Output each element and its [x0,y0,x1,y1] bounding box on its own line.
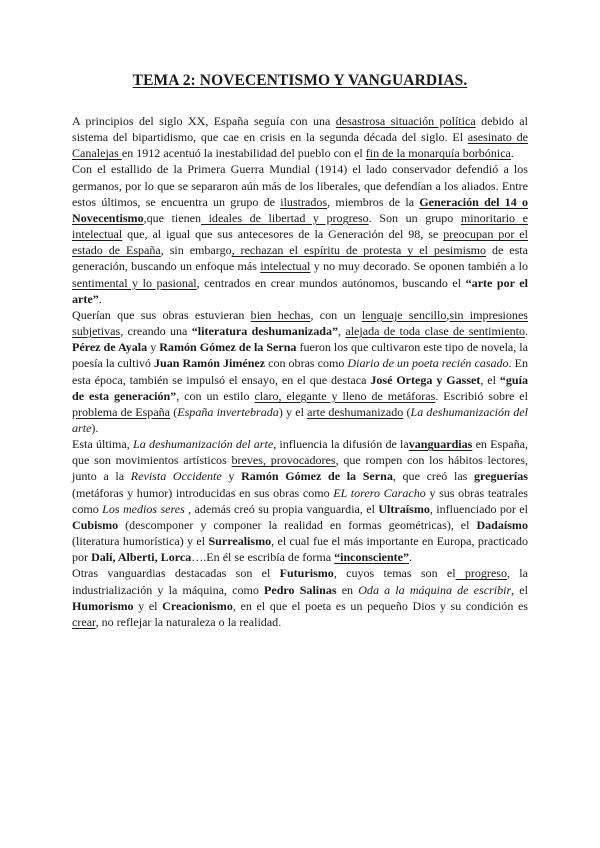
text: . [98,291,102,306]
text: , la industrialización y la máquina, como [72,566,528,597]
text: , [446,307,450,322]
text: y [221,469,242,484]
underlined-text: ilustrados [280,194,328,209]
text: , centrados en crear mundos autónomos, buscando el [196,275,466,290]
text: de esta generación, buscando un enfoque más [72,243,529,274]
text: . [524,324,528,339]
italic-text: Revista Occidente [130,469,222,484]
paragraph-1 [72,113,528,161]
bold-text: “arte por el arte” [72,275,528,306]
underlined-text: bien hechas [250,307,311,322]
text: , influencia la difusión de la [273,437,409,452]
underlined-text: minoritario e intelectual [72,210,528,242]
underlined-text: asesinato de Canalejas [72,130,528,161]
text: ( [170,404,178,419]
text: y [147,340,160,355]
document-title: TEMA 2: NOVECENTISMO Y VANGUARDIAS. [132,72,468,89]
text: . [510,146,514,161]
bold-text: Dadaísmo [476,517,528,532]
text: ,que tienen [143,210,202,225]
italic-text: Los medios seres [102,501,185,516]
bold-text: Pérez de Ayala [72,340,148,355]
text: Esta última, [72,437,133,452]
underlined-text: arte deshumanizado [307,404,404,419]
bold-text: José Ortega y Gasset [370,372,481,387]
text: , además creó su propia vanguardia, el [184,501,379,516]
text: ….En él se escribía de forma [191,550,335,565]
italic-text: España invertebrada [177,404,279,419]
underlined-text: breves, provocadores [231,453,336,468]
paragraph-3 [72,307,528,436]
italic-text: Oda a la máquina de escribir [358,582,512,597]
bold-text: Ramón Gómez de la Serna [159,340,297,355]
text: (descomponer y componer la realidad en formas geométricas), el [118,517,477,532]
underlined-text: lenguaje sencillo [361,307,447,322]
text: y el [133,598,163,613]
text: , miembros de la [327,194,420,209]
bold-text: Pedro Salinas [264,582,337,597]
text: en 1912 acentuó la inestabilidad del pueblo con el [121,146,366,161]
text: A principios del siglo XX, España seguía con una [72,114,336,128]
bold-text: Dalí, Alberti, Lorca [91,550,192,565]
text: , influenciado por el [429,501,528,516]
bold-text: Ultraísmo [378,501,430,516]
underlined-text: progreso [455,566,508,581]
text: , con un [310,307,362,322]
text: , el [480,372,500,387]
text: , en el que el poeta es un pequeño Dios y su condición es [232,598,528,613]
bold-text: Cubismo [72,517,119,532]
text: debido al sistema del bipartidismo, que cae en crisis en la segunda década del siglo. El [72,114,528,145]
text: Con el estallido de la Primera Guerra Mundial (1914) el lado conservador defendió a los germanos, por lo que se separaron aún más de los liberales, que defendían a los aliados. Entre estos últimos, se encuentra un grupo de [72,162,528,209]
underlined-text: intelectual [260,259,311,274]
document-body [72,113,528,630]
text: en [336,582,359,597]
italic-text: Diario de un poeta recién casado [347,356,509,371]
text: , [338,324,346,339]
bold-text: “guía de esta generación” [72,372,528,403]
text: , creando una [120,324,192,339]
underlined-text: crear [72,614,96,629]
underlined-text: preocupan por el estado de España [72,227,528,258]
text: , sin embargo [160,243,232,258]
bold-text: Futurismo [279,566,334,581]
text: , el cual fue el más importante en Europa, practicado por [72,534,528,565]
underlined-text: fin de la monarquía borbónica [365,146,511,161]
text: Otras vanguardias destacadas son el [72,566,280,581]
bold-text: Creacionismo [162,598,233,613]
italic-text: La deshumanización del arte [133,437,274,452]
paragraph-4 [72,436,528,565]
text: (metáforas y humor) introducidas en sus obras como [72,485,334,500]
text: . [409,550,413,565]
text: , no reflejar la naturaleza o la realidad. [95,614,282,629]
underlined-text: problema de España [72,404,171,419]
bold-text: “literatura deshumanizada” [191,324,338,339]
underlined-text: sentimental y lo pasional [72,275,197,290]
text: (literatura humorística) y el [72,534,209,549]
text: . En esta época, también se impulsó el ensayo, en el que destaca [72,356,528,387]
text: , que rompen con los hábitos lectores, junto a la [72,453,528,484]
text: ). [91,420,99,435]
underlined-text: ideales de libertad y progreso [201,210,369,225]
bold-underlined-text: vanguardias [408,437,473,452]
underlined-text: alejada de toda clase de sentimiento [345,324,525,339]
underlined-text: sin impresiones subjetivas [72,307,528,339]
text: con obras como [265,356,348,371]
text: . Son un grupo [368,210,461,225]
bold-text: Ramón Gómez de la Serna [241,469,393,484]
underlined-text: desastrosa situación política [335,114,476,128]
italic-text: La deshumanización del arte [72,404,528,435]
text: ( [403,404,411,419]
bold-text: greguerías [474,469,528,484]
bold-underlined-text: “inconsciente” [334,550,410,565]
text: en España, que son movimientos artísticos [72,437,528,468]
text: , que creó las [392,469,475,484]
underlined-text: , rechazan el espíritu de protesta y el pesimismo [231,243,487,258]
text: . Escribió sobre el [435,388,528,403]
bold-text: Surrealismo [208,534,272,549]
paragraph-2 [72,161,528,306]
text: fueron los que cultivaron este tipo de novela, la poesía la cultivó [72,340,528,371]
bold-text: Juan Ramón Jiménez [153,356,266,371]
italic-text: EL torero Caracho [333,485,426,500]
text: que, al igual que sus antecesores de la Generación del 98, se [122,227,444,242]
underlined-text: claro, elegante y lleno de metáforas [254,388,436,403]
text: , con un estilo [176,388,255,403]
bold-underlined-text: Generación del 14 o Novecentismo [72,194,528,225]
text: , el [511,582,528,597]
paragraph-5 [72,565,528,630]
bold-text: Humorismo [72,598,134,613]
text: , cuyos temas son el [333,566,456,581]
text: ) y el [278,404,308,419]
text: y no muy decorado. Se oponen también a lo [310,259,528,274]
text: Querían que sus obras estuvieran [72,307,251,322]
text: y sus obras teatrales como [72,485,528,516]
